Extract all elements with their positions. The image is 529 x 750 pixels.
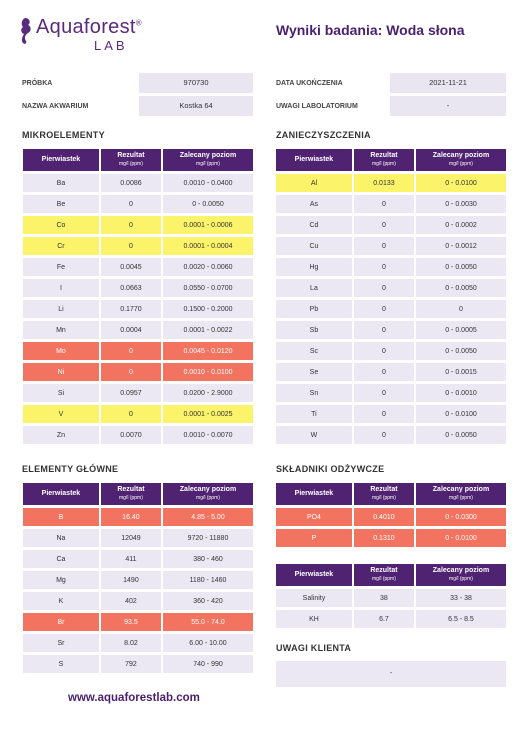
data-value: 2021-11-21 <box>390 73 506 93</box>
recommended-cell: 0 - 0.0100 <box>414 405 506 423</box>
result-cell: 0 <box>352 384 414 402</box>
result-cell: 792 <box>99 655 161 673</box>
page-title: Wyniki badania: Woda słona <box>276 22 465 38</box>
element-cell: V <box>23 405 99 423</box>
header-rezultat <box>99 149 161 171</box>
element-cell: Ca <box>23 550 99 568</box>
header-rezultat <box>99 483 161 505</box>
header-zalecany <box>414 149 506 171</box>
table-row <box>276 300 506 318</box>
element-cell: Sc <box>276 342 352 360</box>
element-cell: Sb <box>276 321 352 339</box>
recommended-cell: 55.0 - 74.0 <box>161 613 253 631</box>
recommended-cell: 0.0001 - 0.0006 <box>161 216 253 234</box>
result-cell: 6.7 <box>352 610 414 628</box>
recommended-cell: 0.0010 - 0.0100 <box>161 363 253 381</box>
element-cell: Cu <box>276 237 352 255</box>
table-row <box>276 610 506 628</box>
table-header-row <box>23 149 253 171</box>
header-rezultat <box>352 564 414 586</box>
table-row <box>276 529 506 547</box>
table-skladniki <box>276 480 506 550</box>
probka-value: 970730 <box>139 73 253 93</box>
result-cell: 0.4010 <box>352 508 414 526</box>
table-row <box>23 613 253 631</box>
result-cell: 0.1310 <box>352 529 414 547</box>
table-row <box>23 384 253 402</box>
section-elementy-glowne: ELEMENTY GŁÓWNE <box>22 464 119 474</box>
table-header-row <box>276 564 506 586</box>
table-row <box>23 321 253 339</box>
result-cell: 0 <box>352 216 414 234</box>
header-zalecany-unit: mg/l (ppm) <box>196 495 220 501</box>
probka-label: PRÓBKA <box>22 80 53 87</box>
table-row <box>276 216 506 234</box>
table-row <box>276 174 506 192</box>
recommended-cell: 6.5 - 8.5 <box>414 610 506 628</box>
element-cell: B <box>23 508 99 526</box>
header-pierwiastek <box>23 149 99 171</box>
result-cell: 0.0004 <box>99 321 161 339</box>
header-rezultat-unit: mg/l (ppm) <box>371 495 396 501</box>
table-row <box>276 195 506 213</box>
result-cell: 0 <box>352 279 414 297</box>
table-row <box>23 300 253 318</box>
header-rezultat-unit: mg/l (ppm) <box>371 161 396 167</box>
element-cell: Mo <box>23 342 99 360</box>
header-pierwiastek <box>276 149 352 171</box>
result-cell: 0.0957 <box>99 384 161 402</box>
recommended-cell: 740 - 990 <box>161 655 253 673</box>
header-zalecany <box>161 149 253 171</box>
header-pierwiastek-label: Pierwiastek <box>294 156 334 163</box>
brand-logo <box>14 14 174 54</box>
result-cell: 0 <box>99 195 161 213</box>
uwagi-klienta-value: - <box>276 661 506 687</box>
header-zalecany-unit: mg/l (ppm) <box>196 161 220 167</box>
element-cell: Na <box>23 529 99 547</box>
recommended-cell: 4.85 - 5.00 <box>161 508 253 526</box>
akwarium-label: NAZWA AKWARIUM <box>22 103 89 110</box>
element-cell: Br <box>23 613 99 631</box>
table-header-row <box>276 149 506 171</box>
recommended-cell: 0.0001 - 0.0022 <box>161 321 253 339</box>
result-cell: 38 <box>352 589 414 607</box>
header-zalecany-unit: mg/l (ppm) <box>449 495 473 501</box>
result-cell: 0 <box>99 405 161 423</box>
result-cell: 0 <box>352 426 414 444</box>
table-row <box>23 634 253 652</box>
header-pierwiastek-label: Pierwiastek <box>41 490 81 497</box>
header-pierwiastek-label: Pierwiastek <box>294 490 334 497</box>
result-cell: 0 <box>99 216 161 234</box>
result-cell: 0.0070 <box>99 426 161 444</box>
table-row <box>23 342 253 360</box>
element-cell: W <box>276 426 352 444</box>
recommended-cell: 33 - 38 <box>414 589 506 607</box>
recommended-cell: 0 <box>414 300 506 318</box>
header-rezultat-label: Rezultat <box>370 486 398 493</box>
table-salinity-kh <box>276 561 506 631</box>
result-cell: 0 <box>99 363 161 381</box>
element-cell: K <box>23 592 99 610</box>
header-zalecany <box>414 564 506 586</box>
table-row <box>23 426 253 444</box>
result-cell: 0 <box>99 342 161 360</box>
element-cell: Sr <box>23 634 99 652</box>
table-row <box>23 279 253 297</box>
recommended-cell: 0 - 0.0100 <box>414 174 506 192</box>
data-label: DATA UKOŃCZENIA <box>276 80 343 87</box>
uwagi-lab-label: UWAGI LABOLATORIUM <box>276 103 358 110</box>
header-pierwiastek <box>276 564 352 586</box>
table-row <box>276 426 506 444</box>
table-row <box>276 589 506 607</box>
element-cell: Ni <box>23 363 99 381</box>
header-rezultat-unit: mg/l (ppm) <box>118 495 143 501</box>
result-cell: 0 <box>352 405 414 423</box>
element-cell: Ba <box>23 174 99 192</box>
recommended-cell: 0.0010 - 0.0400 <box>161 174 253 192</box>
header-zalecany-label: Zalecany poziom <box>179 152 237 159</box>
recommended-cell: 0.0045 - 0.0120 <box>161 342 253 360</box>
recommended-cell: 0 - 0.0050 <box>414 279 506 297</box>
element-cell: Co <box>23 216 99 234</box>
element-cell: Li <box>23 300 99 318</box>
element-cell: Al <box>276 174 352 192</box>
result-cell: 0 <box>352 258 414 276</box>
header-zalecany-unit: mg/l (ppm) <box>449 576 473 582</box>
element-cell: Si <box>23 384 99 402</box>
header-rezultat-label: Rezultat <box>117 152 145 159</box>
table-mikroelementy <box>23 146 253 447</box>
header-zalecany-label: Zalecany poziom <box>432 567 490 574</box>
header-zalecany-unit: mg/l (ppm) <box>449 161 473 167</box>
element-cell: Ti <box>276 405 352 423</box>
result-cell: 0 <box>352 363 414 381</box>
result-cell: 0 <box>352 321 414 339</box>
element-cell: Mg <box>23 571 99 589</box>
element-cell: P <box>276 529 352 547</box>
result-cell: 0 <box>352 342 414 360</box>
recommended-cell: 0 - 0.0002 <box>414 216 506 234</box>
element-cell: KH <box>276 610 352 628</box>
table-elementy-glowne <box>23 480 253 676</box>
result-cell: 12049 <box>99 529 161 547</box>
recommended-cell: 380 - 460 <box>161 550 253 568</box>
table-row <box>23 195 253 213</box>
table-row <box>23 571 253 589</box>
table-header-row <box>23 483 253 505</box>
table-row <box>276 508 506 526</box>
recommended-cell: 0 - 0.0050 <box>414 258 506 276</box>
table-row <box>276 258 506 276</box>
recommended-cell: 0 - 0.0015 <box>414 363 506 381</box>
result-cell: 93.5 <box>99 613 161 631</box>
header-pierwiastek-label: Pierwiastek <box>41 156 81 163</box>
result-cell: 411 <box>99 550 161 568</box>
result-cell: 0.1770 <box>99 300 161 318</box>
table-row <box>276 384 506 402</box>
table-row <box>276 237 506 255</box>
akwarium-value: Kostka 64 <box>139 96 253 116</box>
header-zalecany <box>414 483 506 505</box>
element-cell: Sn <box>276 384 352 402</box>
element-cell: Cr <box>23 237 99 255</box>
header-rezultat <box>352 483 414 505</box>
table-row <box>23 363 253 381</box>
table-row <box>23 216 253 234</box>
recommended-cell: 0 - 0.0005 <box>414 321 506 339</box>
header-zalecany-label: Zalecany poziom <box>432 486 490 493</box>
element-cell: I <box>23 279 99 297</box>
header-zalecany <box>161 483 253 505</box>
table-row <box>23 237 253 255</box>
table-row <box>276 363 506 381</box>
table-row <box>23 174 253 192</box>
header-rezultat-label: Rezultat <box>370 152 398 159</box>
recommended-cell: 1180 - 1460 <box>161 571 253 589</box>
section-uwagi-klienta: UWAGI KLIENTA <box>276 643 352 653</box>
recommended-cell: 0 - 0.0010 <box>414 384 506 402</box>
header-rezultat-unit: mg/l (ppm) <box>371 576 396 582</box>
table-row <box>23 258 253 276</box>
result-cell: 0 <box>352 300 414 318</box>
result-cell: 0 <box>352 195 414 213</box>
element-cell: PO4 <box>276 508 352 526</box>
section-zanieczyszczenia: ZANIECZYSZCZENIA <box>276 130 371 140</box>
recommended-cell: 0.0020 - 0.0060 <box>161 258 253 276</box>
element-cell: Hg <box>276 258 352 276</box>
recommended-cell: 0 - 0.0030 <box>414 195 506 213</box>
seahorse-icon <box>16 16 34 46</box>
header-rezultat-unit: mg/l (ppm) <box>118 161 143 167</box>
table-row <box>23 405 253 423</box>
result-cell: 0.0086 <box>99 174 161 192</box>
table-row <box>276 405 506 423</box>
recommended-cell: 0 - 0.0100 <box>414 529 506 547</box>
table-row <box>23 592 253 610</box>
result-cell: 8.02 <box>99 634 161 652</box>
table-zanieczyszczenia <box>276 146 506 447</box>
section-skladniki: SKŁADNIKI ODŻYWCZE <box>276 464 385 474</box>
table-row <box>23 655 253 673</box>
element-cell: Be <box>23 195 99 213</box>
header-rezultat <box>352 149 414 171</box>
recommended-cell: 0 - 0.0050 <box>414 426 506 444</box>
result-cell: 16.40 <box>99 508 161 526</box>
brand-name: Aquaforest® <box>36 16 142 38</box>
table-row <box>23 550 253 568</box>
result-cell: 0 <box>352 237 414 255</box>
element-cell: As <box>276 195 352 213</box>
header-pierwiastek <box>23 483 99 505</box>
table-row <box>276 321 506 339</box>
recommended-cell: 360 - 420 <box>161 592 253 610</box>
element-cell: Mn <box>23 321 99 339</box>
brand-sub: LAB <box>94 38 128 53</box>
element-cell: Pb <box>276 300 352 318</box>
table-row <box>276 279 506 297</box>
recommended-cell: 0.1500 - 0.2000 <box>161 300 253 318</box>
recommended-cell: 0 - 0.0012 <box>414 237 506 255</box>
result-cell: 0.0045 <box>99 258 161 276</box>
result-cell: 0.0133 <box>352 174 414 192</box>
section-mikroelementy: MIKROELEMENTY <box>22 130 105 140</box>
table-row <box>23 508 253 526</box>
header-pierwiastek <box>276 483 352 505</box>
element-cell: Se <box>276 363 352 381</box>
header-pierwiastek-label: Pierwiastek <box>294 571 334 578</box>
header-rezultat-label: Rezultat <box>370 567 398 574</box>
element-cell: La <box>276 279 352 297</box>
recommended-cell: 0 - 0.0050 <box>161 195 253 213</box>
footer-url[interactable]: www.aquaforestlab.com <box>68 692 200 704</box>
recommended-cell: 0.0001 - 0.0004 <box>161 237 253 255</box>
recommended-cell: 0.0200 - 2.9000 <box>161 384 253 402</box>
recommended-cell: 6.00 - 10.00 <box>161 634 253 652</box>
recommended-cell: 0 - 0.0300 <box>414 508 506 526</box>
result-cell: 0.0663 <box>99 279 161 297</box>
header-zalecany-label: Zalecany poziom <box>179 486 237 493</box>
result-cell: 1490 <box>99 571 161 589</box>
recommended-cell: 9720 - 11880 <box>161 529 253 547</box>
table-row <box>276 342 506 360</box>
recommended-cell: 0.0550 - 0.0700 <box>161 279 253 297</box>
element-cell: Zn <box>23 426 99 444</box>
header-zalecany-label: Zalecany poziom <box>432 152 490 159</box>
element-cell: Cd <box>276 216 352 234</box>
result-cell: 402 <box>99 592 161 610</box>
recommended-cell: 0.0001 - 0.0025 <box>161 405 253 423</box>
header-rezultat-label: Rezultat <box>117 486 145 493</box>
element-cell: Salinity <box>276 589 352 607</box>
element-cell: Fe <box>23 258 99 276</box>
uwagi-lab-value: - <box>390 96 506 116</box>
table-header-row <box>276 483 506 505</box>
element-cell: S <box>23 655 99 673</box>
result-cell: 0 <box>99 237 161 255</box>
recommended-cell: 0 - 0.0050 <box>414 342 506 360</box>
table-row <box>23 529 253 547</box>
recommended-cell: 0.0010 - 0.0070 <box>161 426 253 444</box>
